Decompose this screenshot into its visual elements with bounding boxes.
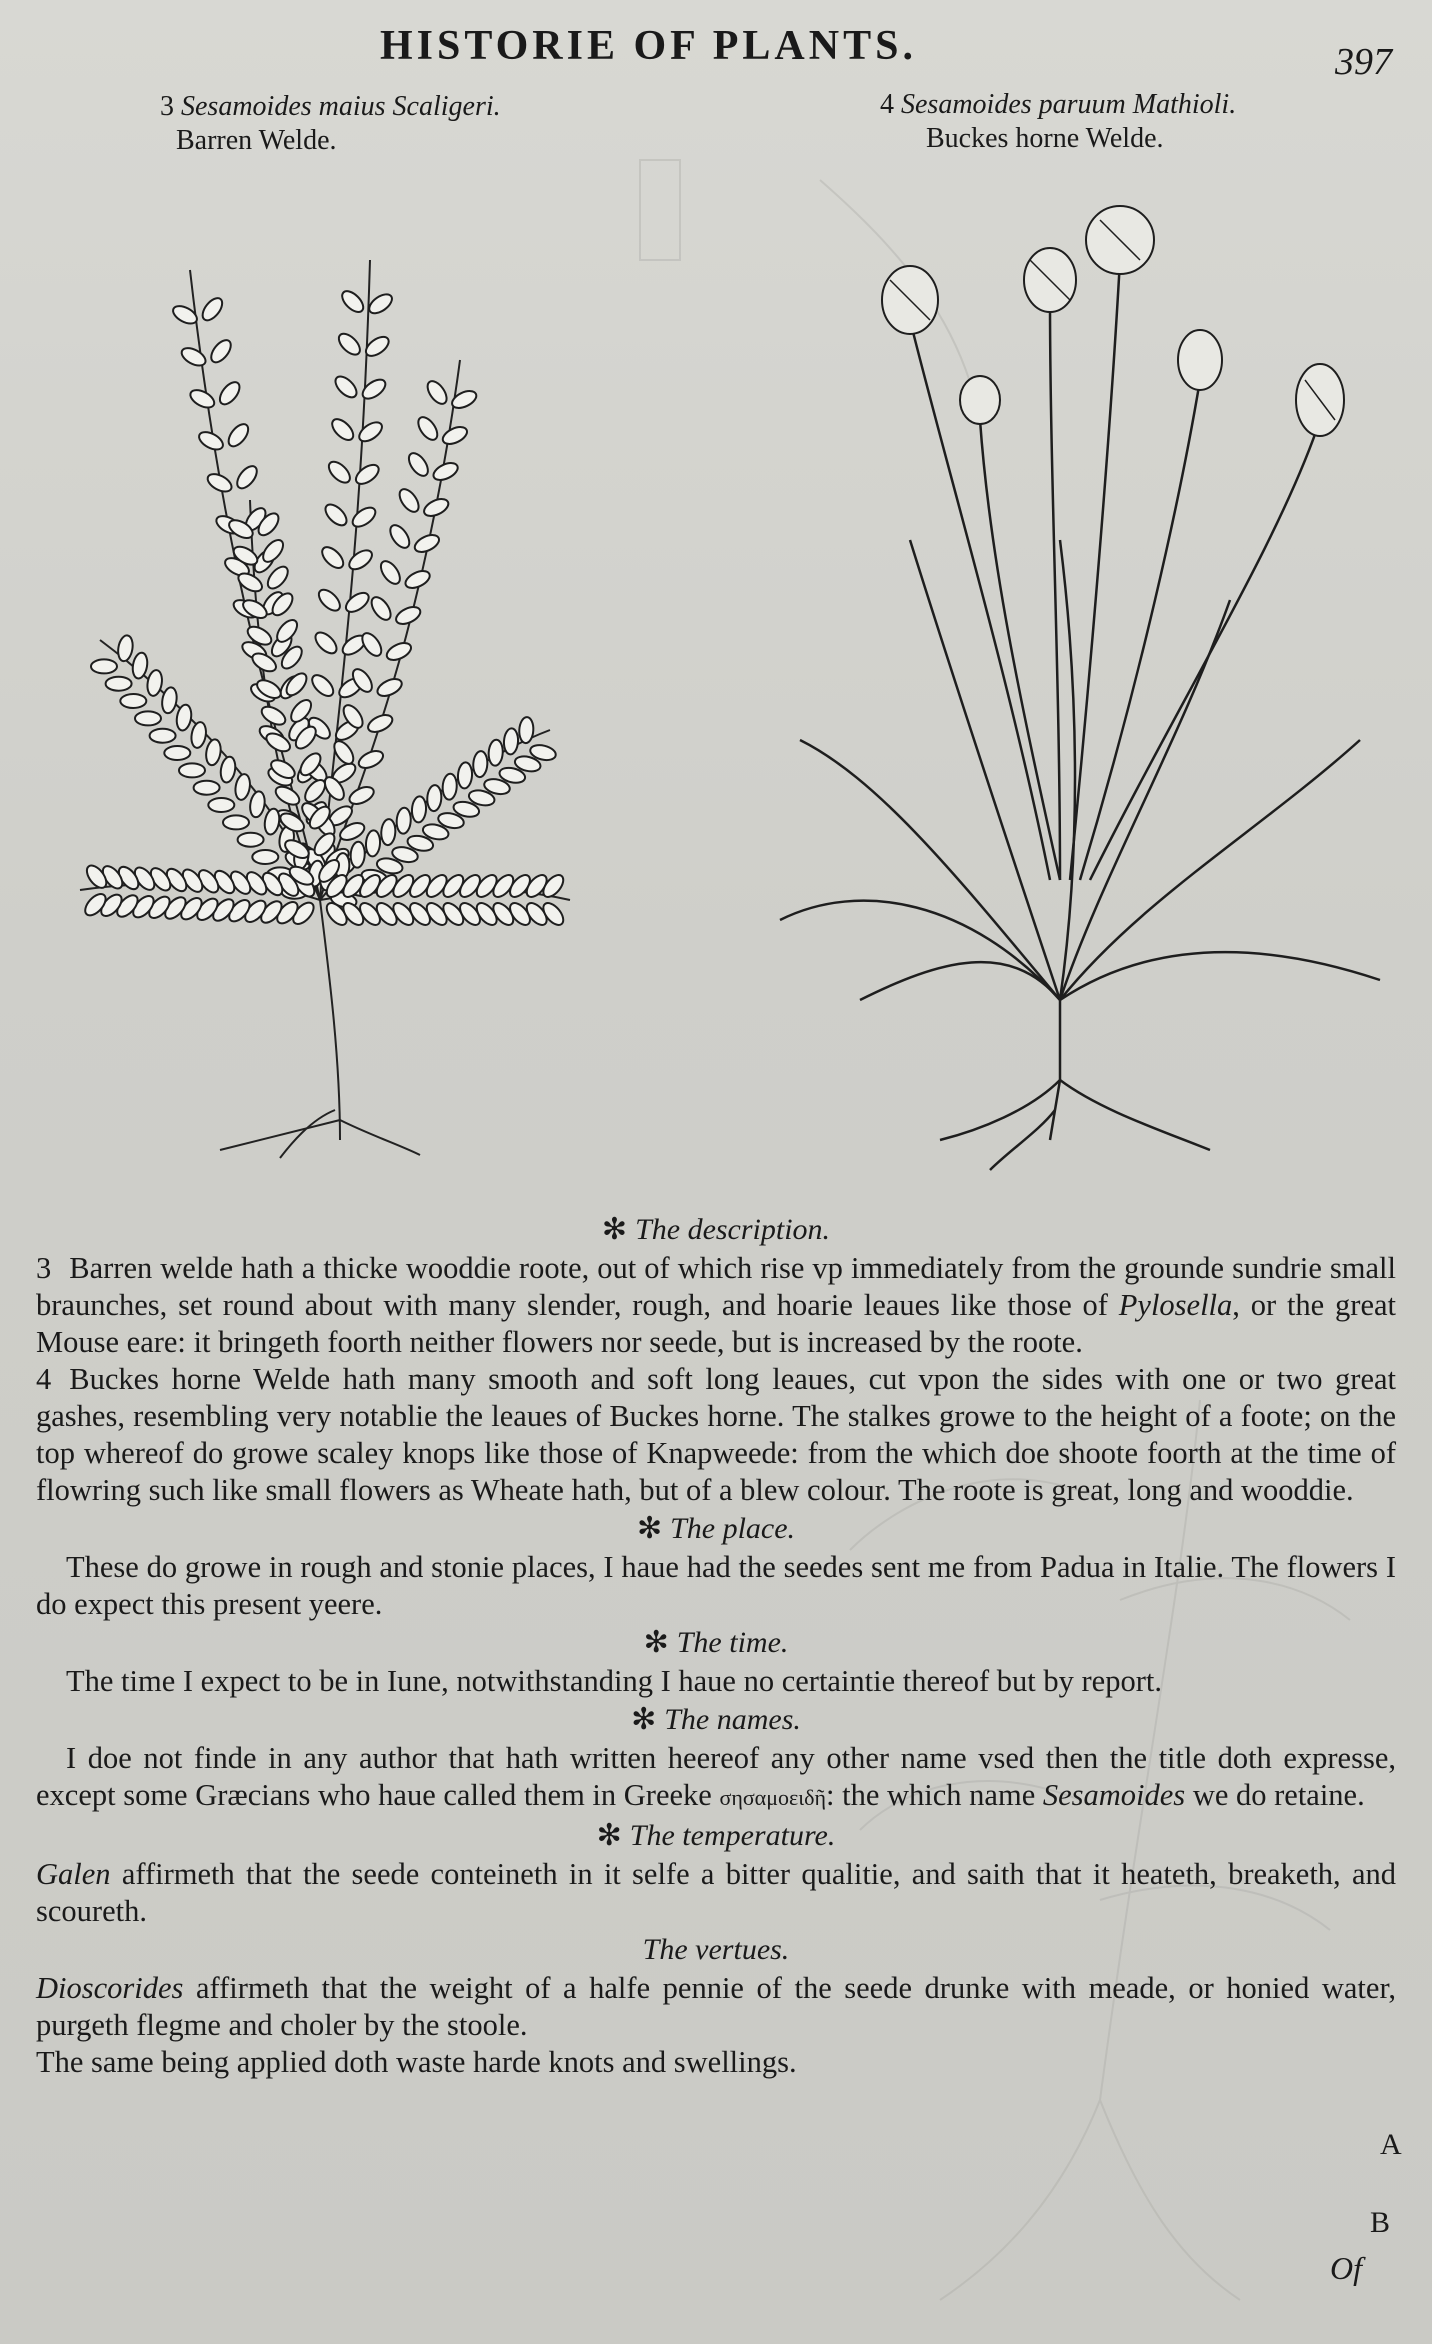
fern-leaflet <box>457 762 473 789</box>
figure-3-latin-name: Sesamoides maius Scaligeri. <box>181 91 501 122</box>
fern-leaflet <box>194 781 220 795</box>
fern-leaflet <box>381 819 397 846</box>
figure-4-latin-name: Sesamoides paruum Mathioli. <box>901 89 1237 120</box>
fern-leaflet <box>325 458 353 486</box>
time-heading: ✻ The time. <box>643 1626 789 1659</box>
fern-leaflet <box>405 450 431 479</box>
fern-leaflet <box>519 717 535 744</box>
fern-leaflet <box>190 721 208 749</box>
fern-leaflet <box>120 694 146 708</box>
paragraph-number: 3 <box>36 1251 52 1285</box>
fern-leaflet <box>179 763 205 777</box>
fern-leaflet <box>106 677 132 691</box>
fern-leaflet <box>199 295 226 324</box>
fern-leaflet <box>235 570 265 595</box>
fern-leaflet <box>160 686 178 714</box>
fern-leaflet <box>359 376 388 402</box>
asterisk-ornament-icon: ✻ <box>643 1626 669 1659</box>
place-paragraph: These do growe in rough and stonie places, I haue had the seedes sent me from Padua in Italie. The flowers I do expect this present yeere. <box>36 1550 1396 1621</box>
fern-leaflet <box>196 428 226 453</box>
fern-leaflet <box>356 748 385 772</box>
fern-leaflet <box>339 287 367 315</box>
fern-leaflet <box>170 302 200 327</box>
fern-leaflet <box>415 414 441 443</box>
fern-leaflet <box>248 790 266 818</box>
fern-leaflet <box>365 712 394 736</box>
fern-leaflet <box>233 463 260 492</box>
fern-leaflet <box>421 496 450 520</box>
asterisk-ornament-icon: ✻ <box>601 1213 628 1246</box>
fern-leaflet <box>403 568 432 592</box>
fern-leaflet <box>366 291 395 317</box>
names-heading: ✻ The names. <box>631 1703 801 1736</box>
margin-letter-a: A <box>1380 2128 1402 2161</box>
buckes-horne-welde-woodcut-illustration <box>760 180 1400 1180</box>
fern-leaflet <box>91 659 117 673</box>
fern-leaflet <box>240 597 270 622</box>
fern-leaflet <box>131 652 149 680</box>
figure-4-english-name: Buckes horne Welde. <box>926 123 1164 154</box>
fern-leaflet <box>347 784 376 808</box>
names-paragraph: I doe not finde in any author that hath written heereof any other name vsed then the title doth expresse, except some Græcians who haue called them in Greeke σησαμοειδῆ: the which name Sesamoides we do retaine. <box>36 1741 1396 1812</box>
temperature-heading: ✻ The temperature. <box>596 1819 836 1852</box>
fern-leaflet <box>179 344 209 369</box>
asterisk-ornament-icon: ✻ <box>636 1512 663 1545</box>
fern-leaflet <box>387 522 413 551</box>
fern-leaflet <box>252 850 278 864</box>
fern-leaflet <box>377 558 403 587</box>
paragraph-number: 4 <box>36 1362 52 1396</box>
fern-leaflet <box>205 470 235 495</box>
fern-leaflet <box>449 388 478 412</box>
fern-leaflet <box>315 586 343 614</box>
fern-leaflet <box>356 419 385 445</box>
vertues-paragraph-1: Dioscorides affirmeth that the weight of a halfe pennie of the seede drunke with meade, or honied water, purgeth flegme and choler by the stoole. <box>36 1971 1396 2042</box>
fern-leaflet <box>225 421 252 450</box>
fern-leaflet <box>273 783 303 808</box>
fern-leaflet <box>116 634 134 662</box>
fern-leaflet <box>188 386 218 411</box>
fern-leaflet <box>375 676 404 700</box>
description-paragraph-3: 3 Barren welde hath a thicke wooddie roote, out of which rise vp immediately from the grounde sundrie small braunches, set round about with many slender, rough, and hoarie leaues like those of Pylosella, or the great Mouse eare: it bringeth foorth neither flowers nor seede, but is increased by the roote. <box>36 1251 1396 1359</box>
fern-leaflet <box>322 501 350 529</box>
fern-leaflet <box>350 841 366 868</box>
fern-leaflet <box>204 738 222 766</box>
fern-leaflet <box>412 532 441 556</box>
running-head: HISTORIE OF PLANTS. <box>380 23 917 69</box>
fern-leaflet <box>396 807 412 834</box>
vertues-heading: The vertues. <box>642 1933 790 1966</box>
fern-leaflet <box>259 536 286 565</box>
barren-welde-woodcut-illustration <box>40 240 600 1160</box>
fern-leaflet <box>503 728 519 755</box>
fern-leaflet <box>312 629 340 657</box>
fern-leaflet <box>150 729 176 743</box>
fern-leaflet <box>343 589 372 615</box>
fern-leaflet <box>273 616 300 645</box>
time-paragraph: The time I expect to be in Iune, notwithstanding I haue no certaintie thereof but by report. <box>66 1664 1162 1698</box>
fern-leaflet <box>349 504 378 530</box>
fern-leaflet <box>335 330 363 358</box>
fern-leaflet <box>319 543 347 571</box>
fern-leaflet <box>332 373 360 401</box>
fern-leaflet <box>368 594 394 623</box>
fern-leaflet <box>365 830 381 857</box>
description-paragraph-4: 4 Buckes horne Welde hath many smooth and soft long leaues, cut vpon the sides with one or two great gashes, resembling very notablie the leaues of Buckes horne. The stalkes growe to the height of a foote; on the top whereof do growe scaley knops like those of Knapweede: from the which doe shoote foorth at the time of flowring such like small flowers as Wheate hath, but of a blew colour. The roote is great, long and wooddie. <box>36 1362 1396 1507</box>
fern-leaflet <box>146 669 164 697</box>
fern-leaflet <box>431 460 460 484</box>
figure-4-label <box>880 88 1236 156</box>
fern-leaflet <box>393 604 422 628</box>
fern-leaflet <box>427 785 443 812</box>
main-text-block <box>36 1210 1396 2081</box>
fern-leaflet <box>208 798 234 812</box>
description-heading: ✻ The description. <box>601 1213 831 1246</box>
fern-leaflet <box>309 671 337 699</box>
fern-leaflet <box>223 815 249 829</box>
margin-letter-b: B <box>1370 2206 1391 2239</box>
vertues-paragraph-2: The same being applied doth waste harde knots and swellings. <box>36 2045 797 2079</box>
figure-3-label <box>160 90 501 158</box>
fern-leaflet <box>263 808 281 836</box>
figure-3-english-name: Barren Welde. <box>176 125 337 156</box>
fern-leaflet <box>346 547 375 573</box>
fern-leaflet <box>424 378 450 407</box>
fern-leaflet <box>411 796 427 823</box>
fern-leaflet <box>488 739 504 766</box>
fern-leaflet <box>234 773 252 801</box>
fern-leaflet <box>238 833 264 847</box>
fern-leaflet <box>219 756 237 784</box>
fern-leaflet <box>207 337 234 366</box>
fern-leaflet <box>396 486 422 515</box>
fern-leaflet <box>175 704 193 732</box>
asterisk-ornament-icon: ✻ <box>631 1703 657 1736</box>
catchword: Of <box>1330 2250 1362 2286</box>
asterisk-ornament-icon: ✻ <box>596 1819 622 1852</box>
fern-leaflet <box>440 424 469 448</box>
fern-leaflet <box>135 711 161 725</box>
fern-leaflet <box>329 415 357 443</box>
fern-leaflet <box>384 640 413 664</box>
fern-leaflet <box>216 379 243 408</box>
fern-leaflet <box>442 773 458 800</box>
page-number: 397 <box>1335 41 1392 83</box>
place-heading: ✻ The place. <box>636 1512 796 1545</box>
temperature-paragraph: Galen affirmeth that the seede conteineth in it selfe a bitter qualitie, and saith that it heateth, breaketh, and scoureth. <box>36 1857 1396 1928</box>
fern-leaflet <box>259 703 289 728</box>
fern-leaflet <box>353 461 382 487</box>
fern-leaflet <box>473 751 489 778</box>
fern-leaflet <box>164 746 190 760</box>
figure-4-number: 4 <box>880 89 894 120</box>
figure-3-number: 3 <box>160 91 174 122</box>
